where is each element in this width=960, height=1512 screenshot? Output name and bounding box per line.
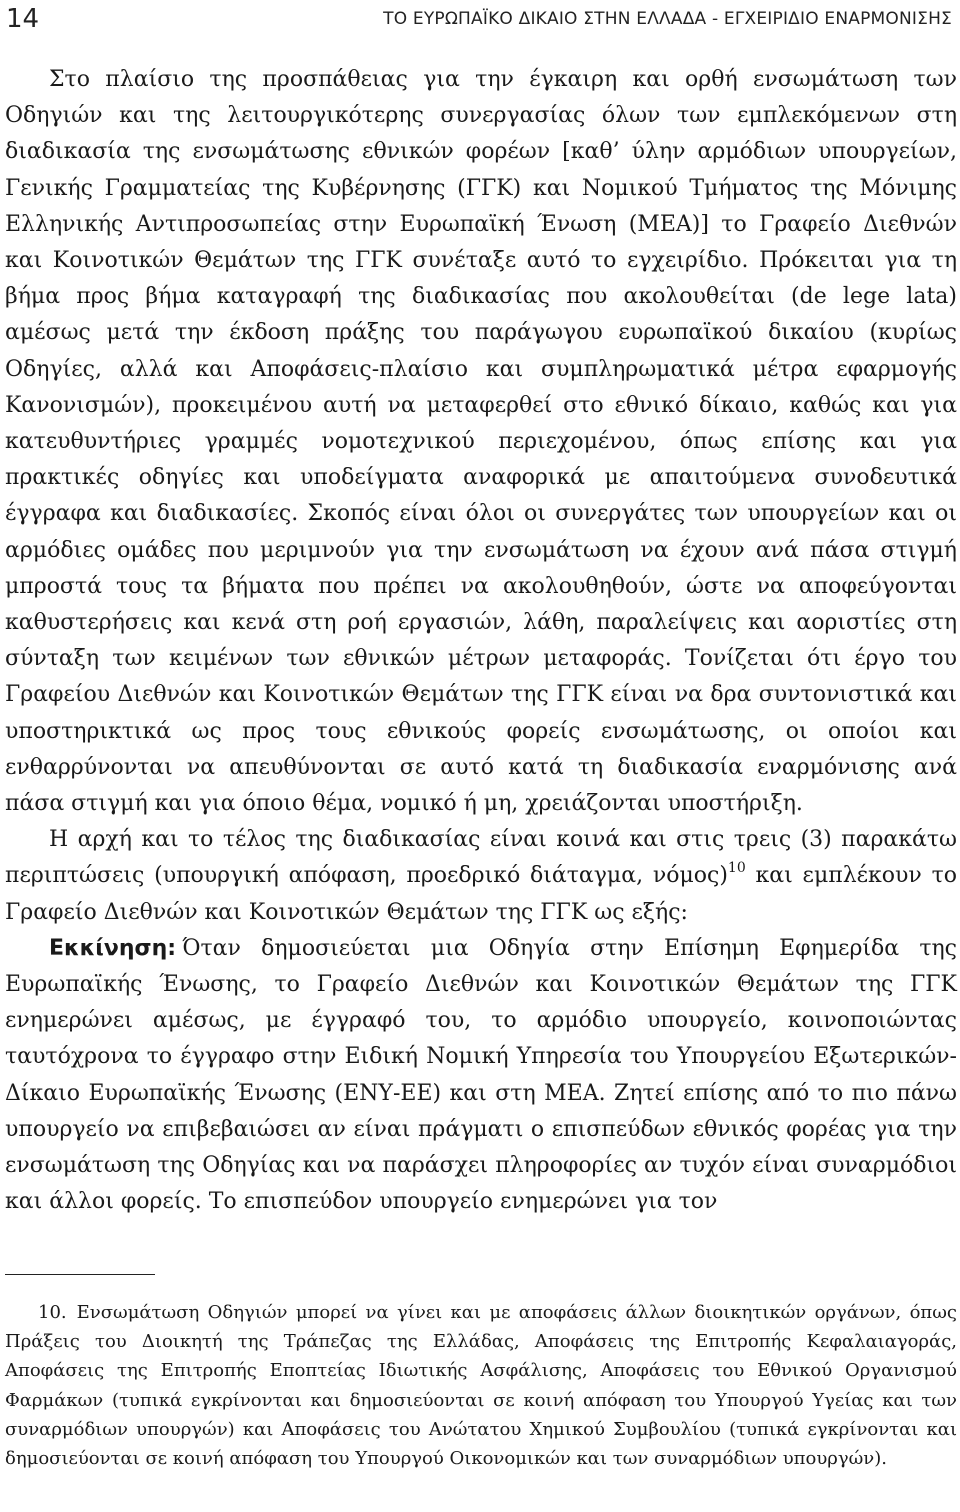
- footnote-number: 10.: [38, 1302, 67, 1323]
- footnote: [5, 1298, 957, 1473]
- footnote-separator: [5, 1274, 155, 1275]
- run-in-heading: Εκκίνηση:: [49, 935, 177, 961]
- paragraph-2-text: Η αρχή και το τέλος της διαδικασίας είναι κοινά και στις τρεις (3) παρακάτω περιπτώσεις (υπουργική απόφαση, προεδρικό διάταγμα, νόμος): [5, 827, 957, 889]
- footnote-text: Ενσωμάτωση Οδηγιών μπορεί να γίνει και με αποφάσεις άλλων διοικητικών οργάνων, όπως Πράξεις του Διοικητή της Τράπεζας της Ελλάδας, Αποφάσεις της Επιτροπής Κεφαλαιαγοράς, Αποφάσεις της Επιτροπής Εποπτείας Ιδιωτικής Ασφάλισης, Αποφάσεις του Εθνικού Οργανισμού Φαρμάκων (τυπικά εγκρίνονται και δημοσιεύονται σε κοινή απόφαση του Υπουργού Υγείας και των συναρμόδιων υπουργών) και Αποφάσεις του Ανώτατου Χημικού Συμβουλίου (τυπικά εγκρίνονται και δημοσιεύονται σε κοινή απόφαση του Υπουργού Οικονομικών και των συναρμόδιων υπουργών).: [5, 1302, 957, 1470]
- paragraph-2: [5, 822, 957, 931]
- main-text: [5, 62, 957, 1221]
- page-header: [0, 0, 960, 40]
- page-number: 14: [6, 4, 40, 34]
- paragraph-3-text: Όταν δημοσιεύεται μια Οδηγία στην Επίσημη Εφημερίδα της Ευρωπαϊκής Ένωσης, το Γραφείο Διεθνών και Κοινοτικών Θεμάτων της ΓΓΚ ενημερώνει αμέσως, με έγγραφό του, το αρμόδιο υπουργείο, κοινοποιώντας ταυτόχρονα το έγγραφο στην Ειδική Νομική Υπηρεσία του Υπουργείου Εξωτερικών-Δίκαιο Ευρωπαϊκής Ένωσης (ΕΝΥ-ΕΕ) και στη ΜΕΑ. Ζητεί επίσης από το πιο πάνω υπουργείο να επιβεβαιώσει αν είναι πράγματι ο επισπεύδων εθνικός φορέας για την ενσωμάτωση της Οδηγίας και να παράσχει πληροφορίες αν τυχόν είναι συναρμόδιοι και άλλοι φορείς. Το επισπεύδον υπουργείο ενημερώνει για τον: [5, 935, 957, 1215]
- footnote-reference: 10: [727, 860, 746, 877]
- paragraph-1: Στο πλαίσιο της προσπάθειας για την έγκαιρη και ορθή ενσωμάτωση των Οδηγιών και της λειτουργικότερης συνεργασίας όλων των εμπλεκόμενων στη διαδικασία της ενσωμάτωσης εθνικών φορέων [καθ’ ύλην αρμόδιων υπουργείων, Γενικής Γραμματείας της Κυβέρνησης (ΓΓΚ) και Νομικού Τμήματος της Μόνιμης Ελληνικής Αντιπροσωπείας στην Ευρωπαϊκή Ένωση (ΜΕΑ)] το Γραφείο Διεθνών και Κοινοτικών Θεμάτων της ΓΓΚ συνέταξε αυτό το εγχειρίδιο. Πρόκειται για τη βήμα προς βήμα καταγραφή της διαδικασίας που ακολουθείται (de lege lata) αμέσως μετά την έκδοση πράξης του παράγωγου ευρωπαϊκού δικαίου (κυρίως Οδηγίες, αλλά και Αποφάσεις-πλαίσιο και συμπληρωματικά μέτρα εφαρμογής Κανονισμών), προκειμένου αυτή να μεταφερθεί στο εθνικό δίκαιο, καθώς και για κατευθυντήριες γραμμές νομοτεχνικού περιεχομένου, όπως επίσης και για πρακτικές οδηγίες και υποδείγματα αναφορικά με απαιτούμενα συνοδευτικά έγγραφα και διαδικασίες. Σκοπός είναι όλοι οι συνεργάτες των υπουργείων και οι αρμόδιες ομάδες που μεριμνούν για την ενσωμάτωση να έχουν ανά πάσα στιγμή μπροστά τους τα βήματα που πρέπει να ακολουθηθούν, ώστε να αποφεύγονται καθυστερήσεις και κενά στη ροή εργασιών, λάθη, παραλείψεις και αοριστίες στη σύνταξη των κειμένων των εθνικών μέτρων μεταφοράς. Τονίζεται ότι έργο του Γραφείου Διεθνών και Κοινοτικών Θεμάτων της ΓΓΚ είναι να δρα συντονιστικά και υποστηρικτικά ως προς τους εθνικούς φορείς ενσωμάτωσης, οι οποίοι και ενθαρρύνονται να απευθύνονται σε αυτό κατά τη διαδικασία εναρμόνισης ανά πάσα στιγμή και για όποιο θέμα, νομικό ή μη, χρειάζονται υποστήριξη.: [5, 67, 957, 817]
- running-title: ΤΟ ΕΥΡΩΠΑΪΚΟ ΔΙΚΑΙΟ ΣΤΗΝ ΕΛΛΑΔΑ - ΕΓΧΕΙΡΙΔΙΟ ΕΝΑΡΜΟΝΙΣΗΣ: [383, 9, 952, 29]
- footnotes: [5, 1298, 957, 1473]
- paragraph-3: [5, 931, 957, 1221]
- paragraph-2-continuation: και εμπλέκουν το Γραφείο Διεθνών και Κοινοτικών Θεμάτων της ΓΓΚ ως εξής:: [5, 863, 957, 925]
